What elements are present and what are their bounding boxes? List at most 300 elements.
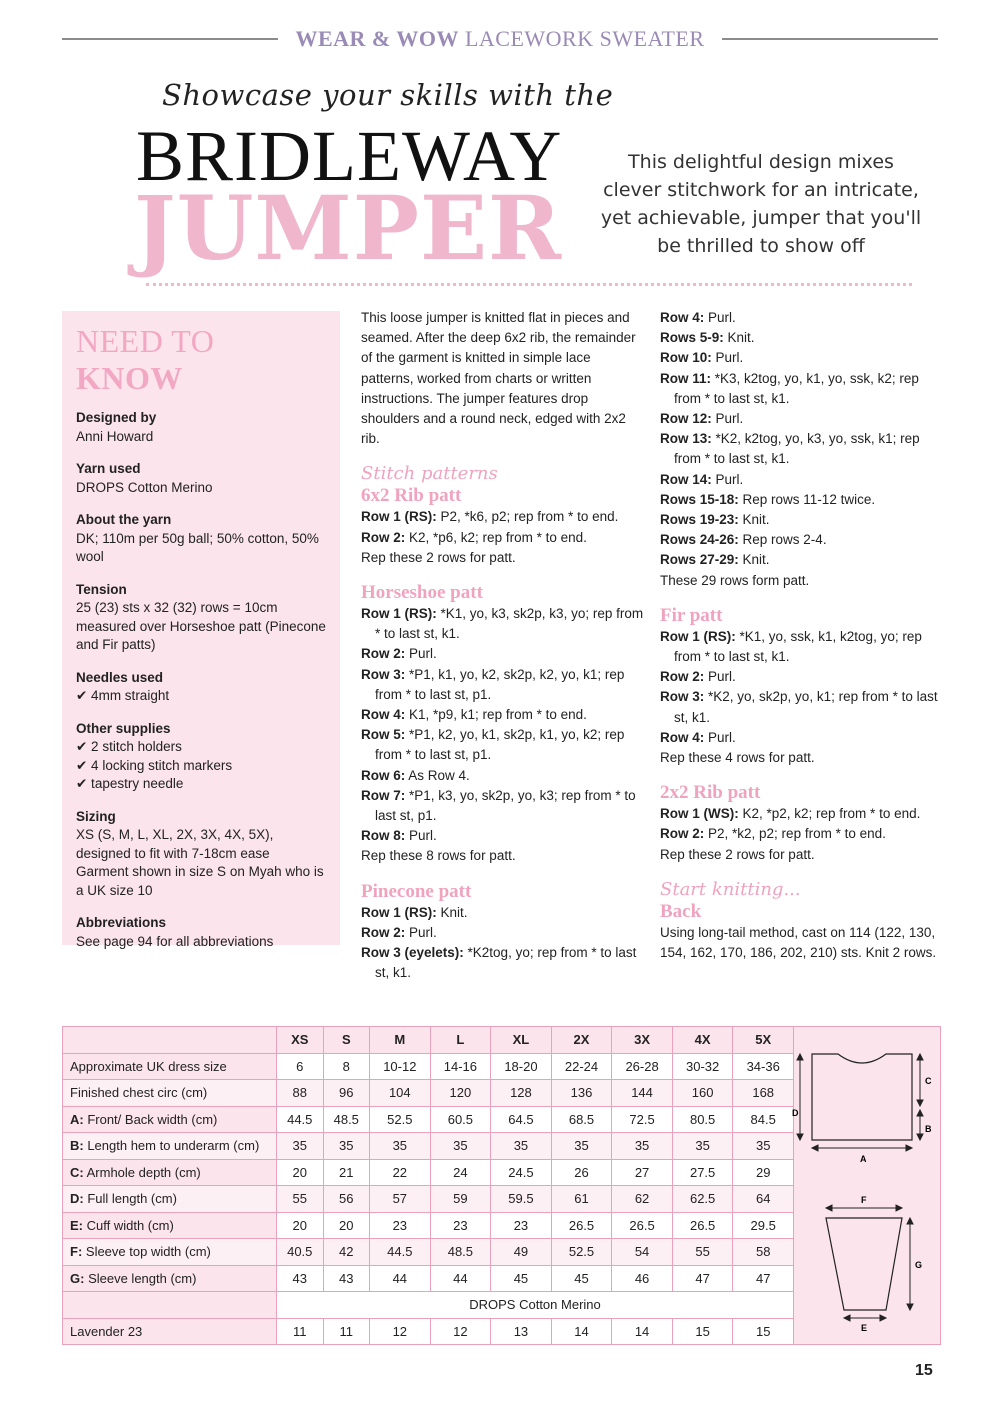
measurement-text: Cuff width (cm): [83, 1217, 174, 1233]
yarn-header: DROPS Cotton Merino: [277, 1292, 794, 1319]
measurement-value: 128: [491, 1080, 552, 1107]
pattern-row-text: Knit.: [738, 512, 770, 528]
measurement-label: [63, 1239, 277, 1266]
label-e: E: [861, 1323, 868, 1333]
label-a: A: [860, 1154, 867, 1164]
ntk-section: [76, 409, 326, 446]
measurement-value: 40.5: [277, 1239, 324, 1266]
column-right: [660, 308, 944, 963]
ntk-section-heading: Sizing: [76, 808, 116, 824]
measurement-value: 48.5: [323, 1106, 370, 1133]
pattern-row-label: Row 1 (RS):: [660, 628, 736, 644]
pattern-row-label: Rows 27-29:: [660, 552, 739, 568]
ntk-section-line: Garment shown in size S on Myah who is a UK size 10: [76, 864, 324, 898]
section-header: [0, 26, 1000, 52]
ntk-section-heading: About the yarn: [76, 512, 172, 527]
measurement-value: 55: [277, 1186, 324, 1213]
pattern-row-text: Knit.: [436, 904, 468, 920]
measurement-value: 59.5: [491, 1186, 552, 1213]
measurement-text: Front/ Back width (cm): [83, 1111, 218, 1127]
ntk-section-heading: Needles used: [76, 669, 164, 685]
pattern-row: [361, 826, 645, 846]
pattern-row: [361, 507, 645, 527]
pattern-row-label: Row 11:: [660, 370, 712, 386]
yarn-quantity-value: 12: [370, 1318, 431, 1345]
measurement-value: 48.5: [430, 1239, 491, 1266]
measurement-value: 72.5: [612, 1106, 673, 1133]
size-header-cell: XL: [491, 1027, 552, 1054]
ntk-section-line: ✔ 2 stitch holders: [76, 739, 182, 754]
measurement-label: [63, 1265, 277, 1292]
pattern-row: [361, 943, 645, 983]
size-header-cell: 5X: [733, 1027, 794, 1054]
body-outline: [812, 1054, 912, 1140]
yarn-quantity-value: 14: [612, 1318, 673, 1345]
size-header-cell: XS: [277, 1027, 324, 1054]
measurement-value: 10-12: [370, 1053, 431, 1080]
pattern-row-text: *P1, k1, yo, k2, sk2p, k2, yo, k1; rep from * to last st, p1.: [375, 666, 625, 702]
measurement-value: 44: [370, 1265, 431, 1292]
pattern-row: [660, 470, 944, 490]
stitch-patterns-heading: Stitch patterns: [361, 463, 498, 485]
label-d: D: [792, 1108, 799, 1118]
back-text: Using long-tail method, cast on 114 (122, 130, 154, 162, 170, 186, 202, 210) sts. Knit 2 rows.: [660, 924, 937, 961]
pattern-row-text: Rep rows 11-12 twice.: [738, 491, 876, 507]
pattern-row-text: K2, *p2, k2; rep from * to end.: [738, 806, 921, 822]
pattern-row-label: Row 6:: [361, 767, 406, 783]
pattern-row: [660, 804, 944, 824]
measurement-value: 30-32: [672, 1053, 733, 1080]
measurement-value: 96: [323, 1080, 370, 1107]
rib62-rows: [361, 507, 645, 568]
measurement-key: D:: [70, 1191, 84, 1207]
pattern-row-text: *K1, yo, k3, sk2p, k3, yo; rep from * to last st, k1.: [375, 606, 644, 642]
measurement-value: 43: [323, 1265, 370, 1292]
pattern-row: [361, 846, 645, 866]
measurement-label: [63, 1106, 277, 1133]
ntk-section: [76, 914, 326, 951]
measurement-value: 35: [323, 1133, 370, 1160]
pattern-row-text: Purl.: [711, 411, 744, 427]
measurement-value: 35: [370, 1133, 431, 1160]
pattern-row-text: Knit.: [738, 552, 770, 568]
measurement-value: 21: [323, 1159, 370, 1186]
measurement-value: 136: [551, 1080, 612, 1107]
measurement-value: 64: [733, 1186, 794, 1213]
label-b: B: [925, 1124, 932, 1134]
section-header-bold: WEAR & WOW: [295, 26, 459, 51]
pattern-row-label: Rows 19-23:: [660, 512, 739, 528]
measurement-value: 88: [277, 1080, 324, 1107]
measurement-label: [63, 1080, 277, 1107]
label-c: C: [925, 1076, 932, 1086]
title-line-1: BRIDLEWAY: [136, 116, 563, 196]
pattern-row: [361, 903, 645, 923]
measurement-value: 24: [430, 1159, 491, 1186]
size-header-blank: [63, 1027, 277, 1054]
measurement-value: 59: [430, 1186, 491, 1213]
pattern-row-text: Purl.: [704, 669, 736, 685]
pattern-row-label: Row 1 (RS):: [361, 606, 437, 622]
size-header-cell: S: [323, 1027, 370, 1054]
measurement-value: 22-24: [551, 1053, 612, 1080]
measurement-text: Sleeve top width (cm): [82, 1244, 211, 1260]
pattern-row-text: *P1, k3, yo, sk2p, yo, k3; rep from * to last st, p1.: [375, 787, 636, 824]
sleeve-dimension-lines: [826, 1205, 913, 1321]
measurement-label: [63, 1133, 277, 1160]
ntk-section-heading: Tension: [76, 581, 127, 597]
measurement-value: 42: [323, 1239, 370, 1266]
measurement-value: 54: [612, 1239, 673, 1266]
ntk-section-heading: Designed by: [76, 410, 157, 425]
measurement-value: 22: [370, 1159, 431, 1186]
measurement-value: 120: [430, 1080, 491, 1107]
column-middle: [361, 308, 645, 983]
start-knitting-heading: Start knitting...: [660, 878, 801, 900]
pattern-row-text: Purl.: [704, 729, 736, 745]
measurement-value: 20: [323, 1212, 370, 1239]
ntk-section-line: XS (S, M, L, XL, 2X, 3X, 4X, 5X), designed to fit with 7-18cm ease: [76, 827, 274, 861]
ntk-section-line: ✔ tapestry needle: [76, 776, 184, 791]
measurement-value: 35: [672, 1133, 733, 1160]
intro-text: This delightful design mixes clever stitchwork for an intricate, yet achievable, jumper that you'll be thrilled to show off: [600, 151, 922, 257]
ntk-section-line: See page 94 for all abbreviations: [76, 933, 274, 949]
title-script: Showcase your skills with the: [162, 78, 614, 112]
measurement-label: [63, 1186, 277, 1213]
measurement-value: 45: [491, 1265, 552, 1292]
measurement-value: 61: [551, 1186, 612, 1213]
pattern-row-label: Row 4:: [660, 310, 705, 325]
label-f: F: [861, 1195, 867, 1205]
ntk-section: [76, 808, 326, 901]
measurement-value: 29.5: [733, 1212, 794, 1239]
measurement-value: 47: [672, 1265, 733, 1292]
measurement-value: 44.5: [277, 1106, 324, 1133]
pattern-row-label: Row 3:: [361, 666, 406, 682]
pattern-row: [660, 510, 944, 530]
pattern-row-text: Purl.: [405, 646, 437, 662]
pattern-row-label: Rows 15-18:: [660, 491, 739, 507]
measurement-value: 35: [612, 1133, 673, 1160]
pattern-row-label: Row 1 (RS):: [361, 904, 437, 920]
need-to-know-title-light: NEED TO: [76, 323, 215, 359]
pattern-row: [361, 665, 645, 705]
yarn-quantity-value: 14: [551, 1318, 612, 1345]
size-header-cell: 2X: [551, 1027, 612, 1054]
measurement-value: 168: [733, 1080, 794, 1107]
pattern-row: [660, 490, 944, 510]
pattern-row: [660, 348, 944, 368]
pattern-row-text: Purl.: [711, 471, 744, 487]
pattern-row-label: Row 1 (RS):: [361, 509, 437, 525]
ntk-section-line: DK; 110m per 50g ball; 50% cotton, 50% wool: [76, 530, 319, 564]
pattern-row: [660, 748, 944, 768]
pattern-row-label: Row 2:: [361, 646, 406, 662]
measurement-value: 23: [430, 1212, 491, 1239]
pattern-row: [660, 429, 944, 469]
need-to-know-title: [76, 323, 326, 397]
pattern-row-text: *K2tog, yo; rep from * to last st, k1.: [375, 945, 637, 981]
pattern-row: [660, 667, 944, 687]
measurement-text: Approximate UK dress size: [70, 1058, 227, 1074]
pattern-row: [660, 308, 944, 328]
measurement-key: A:: [70, 1111, 84, 1127]
yarn-quantity-value: 11: [323, 1318, 370, 1345]
measurement-text: Length hem to underarm (cm): [83, 1138, 260, 1154]
measurement-value: 35: [733, 1133, 794, 1160]
measurement-value: 14-16: [430, 1053, 491, 1080]
yarn-quantity-value: 15: [672, 1318, 733, 1345]
measurement-value: 57: [370, 1186, 431, 1213]
measurement-value: 58: [733, 1239, 794, 1266]
pattern-row: [361, 786, 645, 826]
measurement-value: 26: [551, 1159, 612, 1186]
measurement-value: 20: [277, 1212, 324, 1239]
measurement-value: 35: [430, 1133, 491, 1160]
pattern-row-label: Row 3:: [660, 689, 705, 705]
pattern-row-text: P2, *k6, p2; rep from * to end.: [436, 509, 619, 525]
pattern-row: [660, 687, 944, 727]
pattern-row-label: Row 12:: [660, 411, 712, 427]
pattern-row-text: Rep these 4 rows for patt.: [660, 750, 815, 766]
yarn-colour-label: Lavender 23: [63, 1318, 277, 1345]
construction-intro: This loose jumper is knitted flat in pieces and seamed. After the deep 6x2 rib, the remainder of the garment is knitted in simple lace patterns, worked from charts or written instructions. The jumper features drop shoulders and a round neck, edged with 2x2 rib.: [361, 310, 636, 447]
measurement-value: 34-36: [733, 1053, 794, 1080]
ntk-section: [76, 581, 326, 655]
measurement-value: 55: [672, 1239, 733, 1266]
pattern-row: [361, 528, 645, 548]
measurement-value: 56: [323, 1186, 370, 1213]
pinecone-rows: [361, 903, 645, 984]
body-dimension-lines: [797, 1054, 923, 1151]
measurement-text: Finished chest circ (cm): [70, 1085, 208, 1101]
measurement-value: 44.5: [370, 1239, 431, 1266]
measurement-value: 144: [612, 1080, 673, 1107]
measurement-value: 35: [551, 1133, 612, 1160]
pinecone-heading: Pinecone patt: [361, 880, 472, 902]
pattern-row: [361, 644, 645, 664]
pattern-row-text: *P1, k2, yo, k1, sk2p, k1, yo, k2; rep from * to last st, p1.: [375, 727, 625, 763]
pattern-row-label: Row 5:: [361, 727, 406, 743]
pattern-row-label: Row 8:: [361, 828, 406, 844]
rib62-heading: 6x2 Rib patt: [361, 485, 462, 507]
pattern-row-label: Row 4:: [361, 707, 406, 723]
measurement-value: 52.5: [370, 1106, 431, 1133]
measurement-value: 45: [551, 1265, 612, 1292]
ntk-section-line: 25 (23) sts x 32 (32) rows = 10cm measured over Horseshoe patt (Pinecone and Fir patts): [76, 600, 326, 652]
pattern-row: [660, 550, 944, 570]
pattern-row-text: Knit.: [723, 330, 755, 346]
pattern-row-text: Rep these 8 rows for patt.: [361, 848, 516, 864]
measurement-key: B:: [70, 1138, 84, 1154]
measurement-value: 6: [277, 1053, 324, 1080]
measurement-value: 104: [370, 1080, 431, 1107]
ntk-section-line: ✔ 4mm straight: [76, 688, 170, 703]
measurement-value: 68.5: [551, 1106, 612, 1133]
pattern-row-text: Purl.: [405, 828, 437, 844]
pattern-row: [361, 548, 645, 568]
pattern-row: [361, 766, 645, 786]
measurement-value: 84.5: [733, 1106, 794, 1133]
measurement-value: 23: [370, 1212, 431, 1239]
pattern-row-text: Rep these 2 rows for patt.: [660, 846, 815, 862]
measurement-value: 43: [277, 1265, 324, 1292]
measurement-value: 24.5: [491, 1159, 552, 1186]
measurement-value: 35: [491, 1133, 552, 1160]
measurement-value: 8: [323, 1053, 370, 1080]
measurement-value: 27.5: [672, 1159, 733, 1186]
measurement-key: F:: [70, 1244, 83, 1260]
ntk-section-heading: Other supplies: [76, 720, 171, 736]
pattern-row-label: Row 2:: [660, 826, 705, 842]
garment-schematic: [790, 1040, 940, 1340]
rib22-rows: [660, 804, 944, 865]
ntk-section-heading: Abbreviations: [76, 915, 167, 930]
size-header-cell: L: [430, 1027, 491, 1054]
yarn-quantity-value: 12: [430, 1318, 491, 1345]
measurement-value: 64.5: [491, 1106, 552, 1133]
measurement-value: 29: [733, 1159, 794, 1186]
measurement-key: C:: [70, 1164, 84, 1180]
body-schematic: [812, 1054, 912, 1140]
horseshoe-rows: [361, 604, 645, 867]
pattern-row-text: Purl.: [711, 350, 744, 366]
need-to-know-title-bold: KNOW: [76, 360, 183, 396]
pinecone-continued-rows: [660, 308, 944, 591]
ntk-section-heading: Yarn used: [76, 461, 141, 476]
measurement-value: 160: [672, 1080, 733, 1107]
pattern-row-text: As Row 4.: [405, 767, 470, 783]
measurement-value: 23: [491, 1212, 552, 1239]
need-to-know-sections: [76, 409, 326, 951]
pattern-row: [361, 725, 645, 765]
pattern-row-label: Row 3 (eyelets):: [361, 945, 464, 961]
pattern-row-label: Row 2:: [660, 669, 705, 685]
measurement-value: 26.5: [551, 1212, 612, 1239]
measurement-value: 52.5: [551, 1239, 612, 1266]
ntk-section-line: ✔ 4 locking stitch markers: [76, 757, 233, 773]
pattern-row: [660, 728, 944, 748]
label-g: G: [915, 1260, 923, 1270]
pattern-row-text: *K3, k2tog, yo, k1, yo, ssk, k2; rep from * to last st, k1.: [674, 370, 919, 406]
pattern-row-text: Purl.: [704, 310, 736, 325]
measurement-value: 47: [733, 1265, 794, 1292]
ntk-section-line: Anni Howard: [76, 428, 154, 444]
pattern-row-label: Row 4:: [660, 729, 705, 745]
measurement-value: 27: [612, 1159, 673, 1186]
yarn-quantity-value: 11: [277, 1318, 324, 1345]
measurement-key: G:: [70, 1270, 85, 1286]
pattern-row: [660, 824, 944, 844]
pattern-row-text: *K2, k2tog, yo, k3, yo, ssk, k1; rep from * to last st, k1.: [674, 431, 920, 467]
pattern-row-text: Rep these 2 rows for patt.: [361, 549, 516, 565]
pattern-row-text: Rep rows 2-4.: [738, 532, 827, 548]
measurement-label: [63, 1212, 277, 1239]
pattern-row-label: Rows 24-26:: [660, 532, 739, 548]
pattern-row-label: Row 7:: [361, 787, 406, 803]
yarn-header-blank: [63, 1292, 277, 1319]
measurement-value: 80.5: [672, 1106, 733, 1133]
pattern-row-label: Row 13:: [660, 431, 712, 447]
dotted-divider: [146, 283, 912, 286]
title-line-2: JUMPER: [134, 176, 563, 280]
ntk-section: [76, 460, 326, 497]
measurement-label: [63, 1159, 277, 1186]
measurement-key: E:: [70, 1217, 83, 1233]
measurement-value: 18-20: [491, 1053, 552, 1080]
measurement-value: 26.5: [672, 1212, 733, 1239]
pattern-row: [660, 328, 944, 348]
rib22-heading: 2x2 Rib patt: [660, 782, 761, 804]
measurement-value: 60.5: [430, 1106, 491, 1133]
pattern-row-text: *K1, yo, ssk, k1, k2tog, yo; rep from * to last st, k1.: [674, 628, 922, 665]
measurement-text: Armhole depth (cm): [83, 1164, 201, 1180]
pattern-row-label: Row 14:: [660, 471, 712, 487]
back-heading: Back: [660, 900, 702, 922]
pattern-row-text: P2, *k2, p2; rep from * to end.: [704, 826, 886, 842]
pattern-row-text: Purl.: [405, 924, 437, 940]
measurement-value: 26.5: [612, 1212, 673, 1239]
measurement-value: 20: [277, 1159, 324, 1186]
pattern-row: [660, 845, 944, 865]
measurement-label: [63, 1053, 277, 1080]
measurement-text: Full length (cm): [83, 1191, 177, 1207]
pattern-row-label: Row 2:: [361, 924, 406, 940]
ntk-section: [76, 720, 326, 794]
measurement-value: 35: [277, 1133, 324, 1160]
pattern-row: [660, 409, 944, 429]
pattern-row-label: Row 1 (WS):: [660, 806, 739, 822]
ntk-section: [76, 511, 326, 567]
measurement-value: 49: [491, 1239, 552, 1266]
ntk-section: [76, 669, 326, 706]
measurement-text: Sleeve length (cm): [84, 1270, 197, 1286]
pattern-row: [660, 369, 944, 409]
pattern-row: [361, 705, 645, 725]
section-header-rest: LACEWORK SWEATER: [464, 26, 705, 51]
size-header-cell: 3X: [612, 1027, 673, 1054]
measurement-value: 62: [612, 1186, 673, 1213]
yarn-quantity-value: 13: [491, 1318, 552, 1345]
pattern-row: [660, 571, 944, 591]
size-header-cell: 4X: [672, 1027, 733, 1054]
pattern-row-label: Row 10:: [660, 350, 712, 366]
pattern-row: [660, 627, 944, 667]
size-header-cell: M: [370, 1027, 431, 1054]
pattern-row-label: Rows 5-9:: [660, 330, 724, 346]
sleeve-schematic: [826, 1218, 902, 1310]
measurement-value: 26-28: [612, 1053, 673, 1080]
sleeve-outline: [826, 1218, 902, 1310]
pattern-row-text: K2, *p6, k2; rep from * to end.: [405, 529, 587, 545]
page-number: 15: [915, 1362, 933, 1379]
horseshoe-heading: Horseshoe patt: [361, 582, 483, 604]
pattern-row: [660, 530, 944, 550]
pattern-row-text: K1, *p9, k1; rep from * to end.: [405, 707, 587, 723]
measurement-value: 62.5: [672, 1186, 733, 1213]
measurement-value: 44: [430, 1265, 491, 1292]
fir-heading: Fir patt: [660, 604, 723, 626]
pattern-row: [361, 923, 645, 943]
pattern-row: [361, 604, 645, 644]
yarn-quantity-value: 15: [733, 1318, 794, 1345]
measurement-value: 46: [612, 1265, 673, 1292]
need-to-know-panel: [62, 311, 340, 949]
pattern-row-text: These 29 rows form patt.: [660, 572, 810, 588]
ntk-section-line: DROPS Cotton Merino: [76, 479, 213, 495]
fir-rows: [660, 627, 944, 768]
pattern-row-text: *K2, yo, sk2p, yo, k1; rep from * to last st, k1.: [674, 689, 938, 725]
